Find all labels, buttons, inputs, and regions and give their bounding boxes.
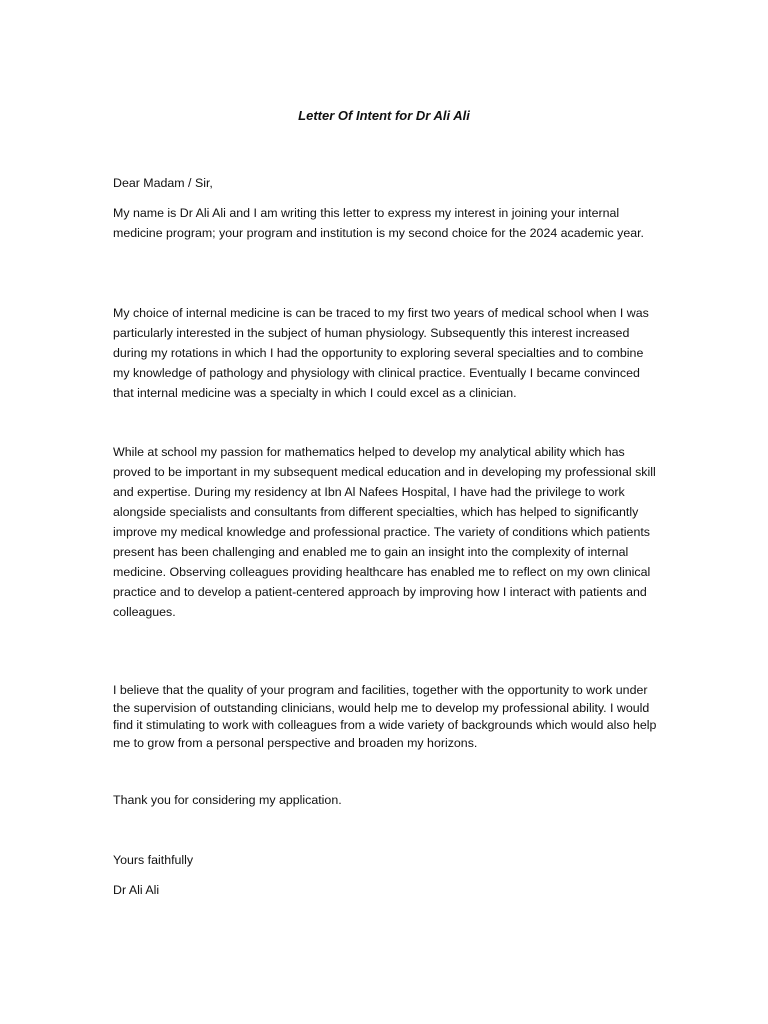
paragraph-experience: While at school my passion for mathematics helped to develop my analytical ability which has proved to be important in my subsequent medical education and in developing my professional skill and expertise. During my residency at Ibn Al Nafees Hospital, I have had the privilege to work alongside specialists and consultants from different specialties, which has helped to significantly improve my medical knowledge and professional practice. The variety of conditions which patients present has been challenging and enabled me to gain an insight into the complexity of internal medicine. Observing colleagues providing healthcare has enabled me to reflect on my own clinical practice and to develop a patient-centered approach by improving how I interact with patients and colleagues. (113, 445, 656, 619)
letter-title: Letter Of Intent for Dr Ali Ali (298, 108, 470, 123)
paragraph-motivation: My choice of internal medicine is can be traced to my first two years of medical school when I was particularly interested in the subject of human physiology. Subsequently this interest increased during my rotations in which I had the opportunity to exploring several specialties and to combine my knowledge of pathology and physiology with clinical practice. Eventually I became convinced that internal medicine was a specialty in which I could excel as a clinician. (113, 306, 649, 400)
signature: Dr Ali Ali (113, 883, 160, 897)
thanks-line: Thank you for considering my application. (113, 793, 342, 807)
closing-line: Yours faithfully (113, 853, 194, 867)
salutation: Dear Madam / Sir, (113, 176, 213, 190)
paragraph-intro: My name is Dr Ali Ali and I am writing this letter to express my interest in joining your internal medicine program; your program and institution is my second choice for the 2024 academic year. (113, 206, 644, 240)
paragraph-program: I believe that the quality of your program and facilities, together with the opportunity to work under the supervision of outstanding clinicians, would help me to develop my professional ability. I would find it stimulating to work with colleagues from a wide variety of backgrounds which would also help me to grow from a personal perspective and broaden my horizons. (113, 683, 657, 750)
